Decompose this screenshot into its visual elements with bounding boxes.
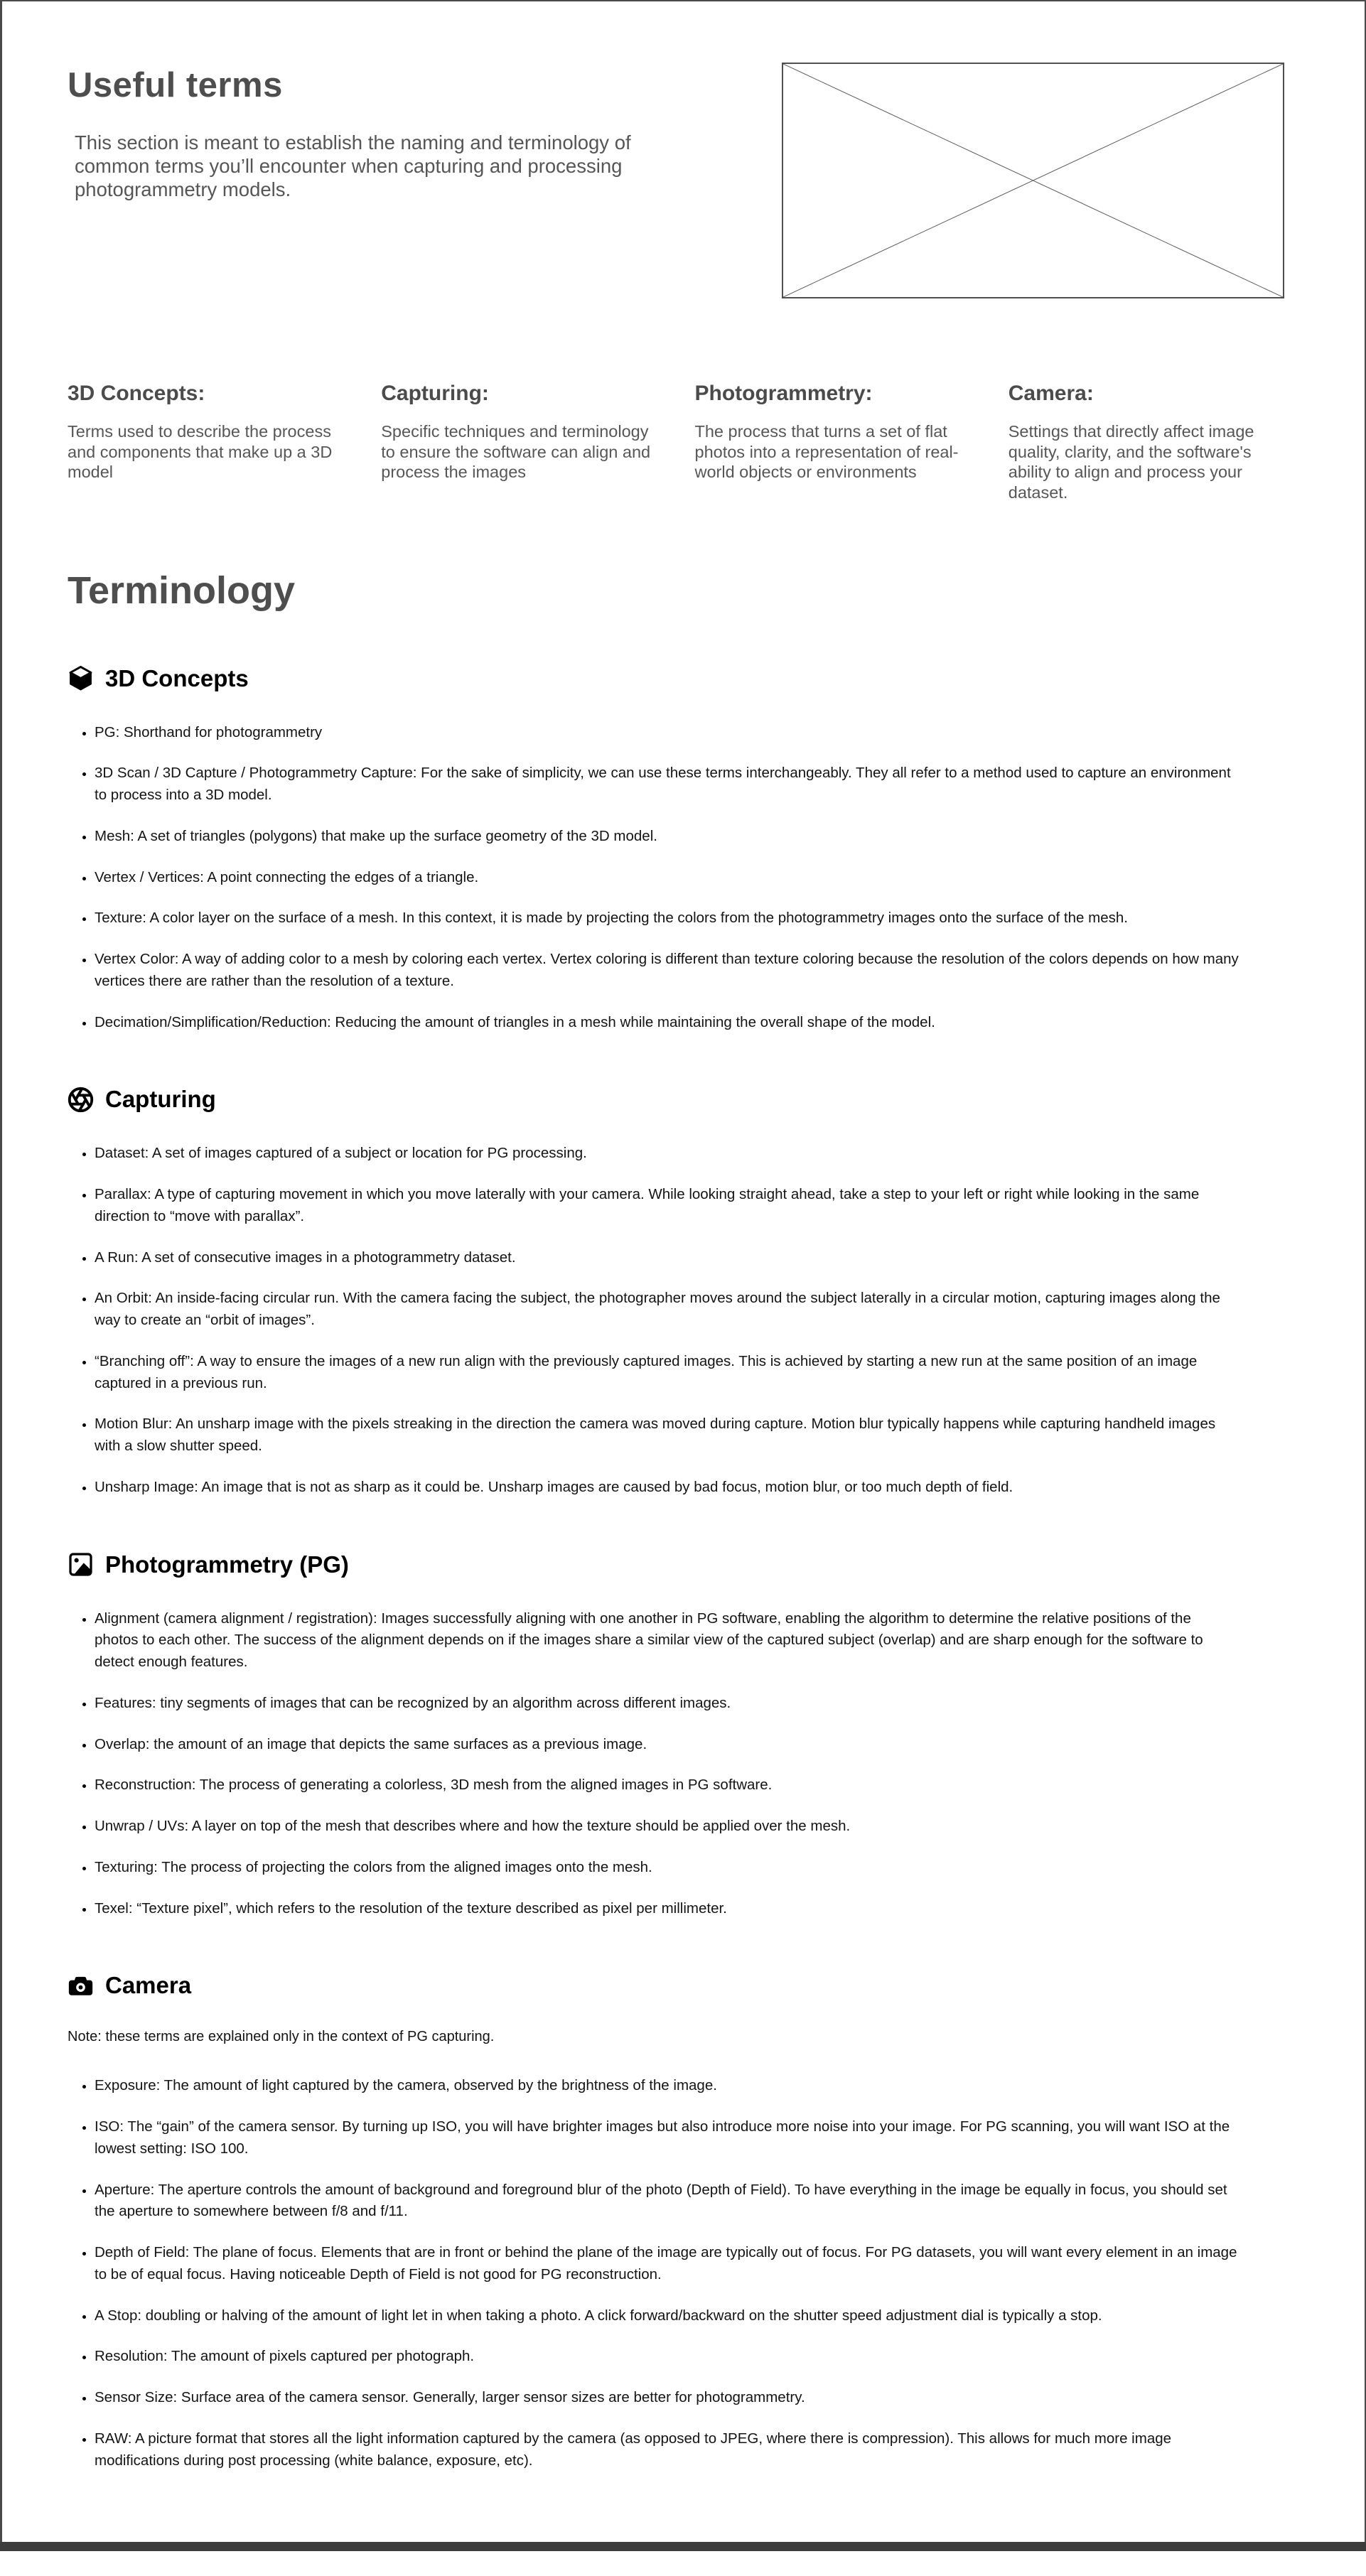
cube-icon — [68, 665, 94, 691]
term-item: • Unsharp Image: An image that is not as sharp as it could be. Unsharp images are caused by bad focus, motion blur, or too much depth of field. — [95, 1477, 1239, 1499]
camera-section-note: Note: these terms are explained only in the context of PG capturing. — [68, 2029, 495, 2045]
section-heading-camera — [68, 1972, 1288, 1999]
term-item: • A Run: A set of consecutive images in a photogrammetry dataset. — [95, 1247, 1239, 1269]
term-list-camera — [68, 2075, 1239, 2472]
section-capturing — [68, 1086, 1288, 1498]
term-item: • A Stop: doubling or halving of the amount of light let in when taking a photo. A click forward/backward on the shutter speed adjustment dial is typically a stop. — [95, 2305, 1239, 2327]
aperture-icon — [68, 1087, 94, 1113]
term-item: • An Orbit: An inside-facing circular run. With the camera facing the subject, the photographer moves around the subject laterally in a circular motion, capturing images along the way to create an “orbit of images”. — [95, 1288, 1239, 1332]
term-item: • ISO: The “gain” of the camera sensor. By turning up ISO, you will have brighter images but also introduce more noise into your image. For PG scanning, you will want ISO at the lowest setting: ISO 100. — [95, 2116, 1239, 2160]
column-body: Terms used to describe the process and components that make up a 3D model — [68, 422, 333, 482]
term-list-3d-concepts — [68, 722, 1239, 1034]
term-item: • RAW: A picture format that stores all the light information captured by the camera (as opposed to JPEG, where there is compression). This allows for much more image modifications during post processing (white balance, exposure, etc). — [95, 2428, 1239, 2472]
term-item: • Parallax: A type of capturing movement in which you move laterally with your camera. While looking straight ahead, take a step to your left or right while looking in the same direction to “move with parallax”. — [95, 1184, 1239, 1228]
term-item: • Motion Blur: An unsharp image with the pixels streaking in the direction the camera was moved during capture. Motion blur typically happens while capturing handheld images with a slow shutter speed. — [95, 1413, 1239, 1457]
section-title: 3D Concepts — [105, 664, 249, 691]
term-item: • Reconstruction: The process of generating a colorless, 3D mesh from the aligned images in PG software. — [95, 1774, 1239, 1796]
overview-column-capturing — [381, 382, 660, 503]
section-heading-capturing — [68, 1086, 1288, 1113]
bottom-bar — [0, 2542, 1366, 2551]
section-photogrammetry — [68, 1551, 1288, 1920]
section-title: Photogrammetry (PG) — [105, 1551, 349, 1578]
term-item: • Alignment (camera alignment / registration): Images successfully aligning with one another in PG software, enabling the algorithm to determine the relative positions of the photos to each other. The success of the alignment depends on if the images share a similar view of the captured subject (overlap) and are sharp enough for the software to detect enough features. — [95, 1608, 1239, 1674]
overview-column-3d-concepts — [68, 382, 347, 503]
header — [68, 0, 1288, 323]
term-item: • Sensor Size: Surface area of the camera sensor. Generally, larger sensor sizes are better for photogrammetry. — [95, 2387, 1239, 2409]
term-item: • Texturing: The process of projecting the colors from the aligned images onto the mesh. — [95, 1857, 1239, 1879]
term-item: • Vertex / Vertices: A point connecting the edges of a triangle. — [95, 867, 1239, 889]
section-3d-concepts — [68, 665, 1288, 1034]
section-title: Capturing — [105, 1086, 216, 1113]
term-item: • Texel: “Texture pixel”, which refers to the resolution of the texture described as pixel per millimeter. — [95, 1898, 1239, 1920]
image-icon — [68, 1551, 94, 1578]
term-item: • Depth of Field: The plane of focus. Elements that are in front or behind the plane of the image are typically out of focus. For PG datasets, you will want every element in an image to be of equal focus. Having noticeable Depth of Field is not good for PG reconstruction. — [95, 2242, 1239, 2286]
page-title: Useful terms — [68, 66, 283, 104]
term-item: • Decimation/Simplification/Reduction: Reducing the amount of triangles in a mesh while maintaining the overall shape of the model. — [95, 1012, 1239, 1034]
term-list-photogrammetry — [68, 1608, 1239, 1920]
column-body: The process that turns a set of flat photos into a representation of real-world objects or environments — [694, 422, 959, 482]
section-title: Camera — [105, 1972, 192, 1999]
overview-column-camera — [1009, 382, 1288, 503]
terminology-heading: Terminology — [68, 568, 296, 612]
term-item: • Exposure: The amount of light captured by the camera, observed by the brightness of the image. — [95, 2075, 1239, 2097]
section-heading-photogrammetry — [68, 1551, 1288, 1578]
placeholder-cross-icon — [783, 64, 1283, 297]
term-item: • Texture: A color layer on the surface of a mesh. In this context, it is made by projecting the colors from the photogrammetry images onto the surface of the mesh. — [95, 907, 1239, 929]
column-body: Settings that directly affect image quality, clarity, and the software's ability to align and process your dataset. — [1008, 422, 1254, 502]
column-heading: 3D Concepts: — [68, 382, 205, 405]
term-item: • Features: tiny segments of images that can be recognized by an algorithm across different images. — [95, 1693, 1239, 1715]
column-heading: Photogrammetry: — [694, 382, 873, 405]
column-heading: Capturing: — [381, 382, 489, 405]
term-list-capturing — [68, 1143, 1239, 1498]
section-heading-3d-concepts — [68, 665, 1288, 692]
term-item: • Overlap: the amount of an image that depicts the same surfaces as a previous image. — [95, 1734, 1239, 1756]
term-item: • Mesh: A set of triangles (polygons) that make up the surface geometry of the 3D model. — [95, 826, 1239, 848]
column-body: Specific techniques and terminology to ensure the software can align and process the images — [381, 422, 651, 482]
term-item: • Unwrap / UVs: A layer on top of the mesh that describes where and how the texture should be applied over the mesh. — [95, 1816, 1239, 1838]
intro-text: This section is meant to establish the naming and terminology of common terms you’ll encounter when capturing and processing photogrammetry models. — [75, 131, 631, 200]
overview-column-photogrammetry — [695, 382, 974, 503]
term-item: • 3D Scan / 3D Capture / Photogrammetry Capture: For the sake of simplicity, we can use these terms interchangeably. They all refer to a method used to capture an environment to process into a 3D model. — [95, 762, 1239, 807]
term-item: • Resolution: The amount of pixels captured per photograph. — [95, 2346, 1239, 2368]
section-camera — [68, 1972, 1288, 2472]
image-placeholder — [782, 63, 1284, 298]
term-item: • Aperture: The aperture controls the amount of background and foreground blur of the photo (Depth of Field). To have everything in the image be equally in focus, you should set the aperture to somewhere between f/8 and f/11. — [95, 2179, 1239, 2224]
term-item: • “Branching off”: A way to ensure the images of a new run align with the previously captured images. This is achieved by starting a new run at the same position of an image captured in a previous run. — [95, 1351, 1239, 1395]
term-item: • Dataset: A set of images captured of a subject or location for PG processing. — [95, 1143, 1239, 1165]
camera-icon — [68, 1973, 94, 1999]
term-item: • Vertex Color: A way of adding color to a mesh by coloring each vertex. Vertex coloring is different than texture coloring because the resolution of the colors depends on how many vertices there are rather than the resolution of a texture. — [95, 949, 1239, 993]
overview-columns — [68, 382, 1288, 503]
term-item: • PG: Shorthand for photogrammetry — [95, 722, 1239, 744]
column-heading: Camera: — [1008, 382, 1094, 405]
